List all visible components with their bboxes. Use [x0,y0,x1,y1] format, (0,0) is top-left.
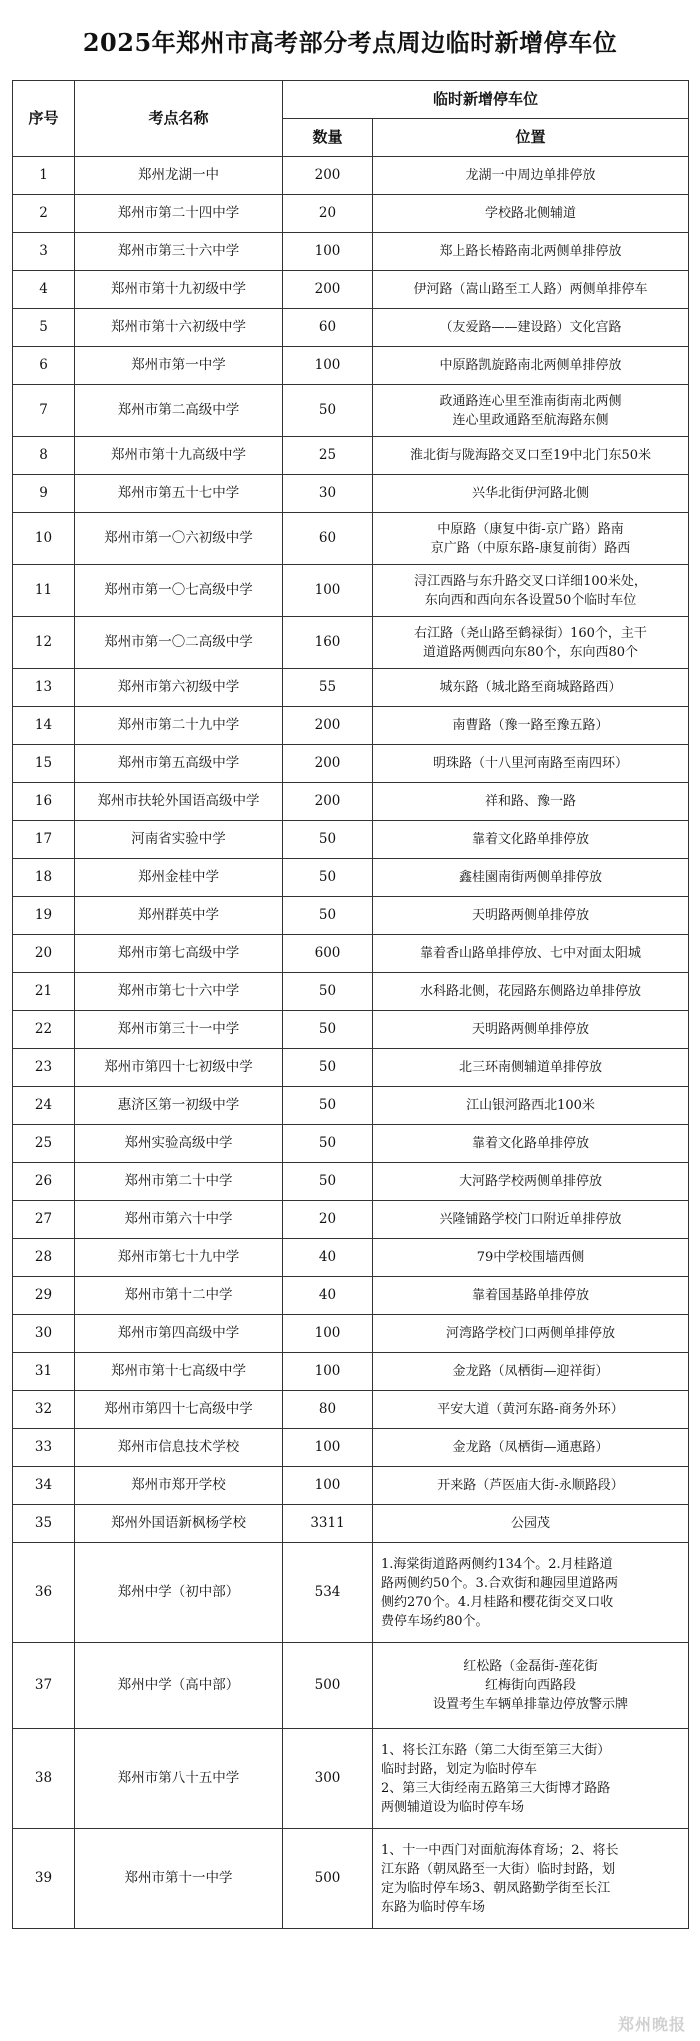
parking-count: 25 [283,437,373,475]
exam-site-name: 郑州市第二十四中学 [75,195,283,233]
parking-location: 大河路学校两侧单排停放 [373,1163,689,1201]
exam-site-name: 郑州市第十九高级中学 [75,437,283,475]
parking-count: 50 [283,1087,373,1125]
table-row [13,707,689,745]
exam-site-name: 郑州外国语新枫杨学校 [75,1505,283,1543]
row-number: 28 [13,1239,75,1277]
parking-count: 100 [283,1315,373,1353]
table-row [13,385,689,437]
exam-site-name: 郑州市第十七高级中学 [75,1353,283,1391]
row-number: 9 [13,475,75,513]
parking-location: 开来路（芦医庙大街-永顺路段） [373,1467,689,1505]
parking-table [12,80,689,1929]
parking-count: 500 [283,1829,373,1929]
row-number: 10 [13,513,75,565]
parking-location: （友爱路——建设路）文化宫路 [373,309,689,347]
table-row [13,233,689,271]
table-row [13,565,689,617]
table-row [13,745,689,783]
parking-count: 50 [283,1049,373,1087]
table-row [13,1011,689,1049]
parking-count: 200 [283,745,373,783]
exam-site-name: 郑州市信息技术学校 [75,1429,283,1467]
row-number: 7 [13,385,75,437]
exam-site-name: 郑州市第五十七中学 [75,475,283,513]
row-number: 4 [13,271,75,309]
exam-site-name: 郑州中学（初中部） [75,1543,283,1643]
table-row [13,1087,689,1125]
row-number: 22 [13,1011,75,1049]
table-row [13,1201,689,1239]
parking-location: 浔江西路与东升路交叉口详细100米处， 东向西和西向东各设置50个临时车位 [373,565,689,617]
row-number: 18 [13,859,75,897]
parking-location: 靠着文化路单排停放 [373,1125,689,1163]
table-row [13,821,689,859]
table-row [13,157,689,195]
row-number: 39 [13,1829,75,1929]
exam-site-name: 郑州市第六初级中学 [75,669,283,707]
parking-location: 公园茂 [373,1505,689,1543]
parking-count: 100 [283,1467,373,1505]
exam-site-name: 郑州市第六十中学 [75,1201,283,1239]
parking-count: 200 [283,707,373,745]
exam-site-name: 河南省实验中学 [75,821,283,859]
exam-site-name: 郑州龙湖一中 [75,157,283,195]
exam-site-name: 郑州群英中学 [75,897,283,935]
table-row [13,897,689,935]
row-number: 12 [13,617,75,669]
parking-count: 50 [283,1163,373,1201]
table-row [13,1467,689,1505]
exam-site-name: 郑州市第八十五中学 [75,1729,283,1829]
parking-count: 40 [283,1239,373,1277]
parking-count: 50 [283,1125,373,1163]
table-row [13,1277,689,1315]
exam-site-name: 郑州市第七高级中学 [75,935,283,973]
parking-location: 中原路凯旋路南北两侧单排停放 [373,347,689,385]
parking-count: 200 [283,271,373,309]
row-number: 5 [13,309,75,347]
parking-location: 淮北街与陇海路交叉口至19中北门东50米 [373,437,689,475]
exam-site-name: 郑州市第七十六中学 [75,973,283,1011]
parking-count: 200 [283,783,373,821]
parking-count: 60 [283,513,373,565]
exam-site-name: 郑州市第一〇二高级中学 [75,617,283,669]
exam-site-name: 郑州市第十二中学 [75,1277,283,1315]
parking-count: 200 [283,157,373,195]
parking-count: 100 [283,1353,373,1391]
parking-location: 兴华北街伊河路北侧 [373,475,689,513]
table-row [13,1239,689,1277]
parking-count: 20 [283,195,373,233]
table-row [13,1391,689,1429]
row-number: 1 [13,157,75,195]
exam-site-name: 郑州市郑开学校 [75,1467,283,1505]
parking-location: 龙湖一中周边单排停放 [373,157,689,195]
table-row [13,437,689,475]
row-number: 3 [13,233,75,271]
table-row [13,1163,689,1201]
exam-site-name: 郑州市第三十六中学 [75,233,283,271]
row-number: 34 [13,1467,75,1505]
table-row [13,309,689,347]
table-row [13,1643,689,1729]
parking-location: 南曹路（豫一路至豫五路） [373,707,689,745]
parking-count: 20 [283,1201,373,1239]
row-number: 29 [13,1277,75,1315]
parking-count: 50 [283,897,373,935]
exam-site-name: 郑州市第二十九中学 [75,707,283,745]
row-number: 35 [13,1505,75,1543]
parking-count: 55 [283,669,373,707]
parking-count: 50 [283,821,373,859]
table-row [13,1049,689,1087]
exam-site-name: 郑州市扶轮外国语高级中学 [75,783,283,821]
row-number: 26 [13,1163,75,1201]
exam-site-name: 郑州市第七十九中学 [75,1239,283,1277]
row-number: 6 [13,347,75,385]
table-row [13,973,689,1011]
table-row [13,1829,689,1929]
parking-location: 靠着文化路单排停放 [373,821,689,859]
parking-location: 靠着国基路单排停放 [373,1277,689,1315]
parking-location: 水科路北侧，花园路东侧路边单排停放 [373,973,689,1011]
parking-count: 100 [283,347,373,385]
table-row [13,617,689,669]
parking-count: 80 [283,1391,373,1429]
parking-location: 中原路（康复中街-京广路）路南 京广路（中原东路-康复前街）路西 [373,513,689,565]
exam-site-name: 郑州实验高级中学 [75,1125,283,1163]
exam-site-name: 郑州市第四高级中学 [75,1315,283,1353]
header-no: 序号 [13,81,75,157]
table-row [13,1429,689,1467]
row-number: 20 [13,935,75,973]
parking-count: 60 [283,309,373,347]
row-number: 38 [13,1729,75,1829]
parking-count: 160 [283,617,373,669]
table-row [13,1315,689,1353]
parking-count: 40 [283,1277,373,1315]
row-number: 21 [13,973,75,1011]
parking-count: 3311 [283,1505,373,1543]
row-number: 30 [13,1315,75,1353]
row-number: 13 [13,669,75,707]
parking-location: 城东路（城北路至商城路路西） [373,669,689,707]
parking-count: 600 [283,935,373,973]
row-number: 33 [13,1429,75,1467]
parking-count: 500 [283,1643,373,1729]
parking-location: 1.海棠街道路两侧约134个。2.月桂路道 路两侧约50个。3.合欢街和趣园里道路两 侧约270个。4.月桂路和樱花街交叉口收 费停车场约80个。 [373,1543,689,1643]
parking-location: 金龙路（凤栖街—通惠路） [373,1429,689,1467]
parking-count: 50 [283,1011,373,1049]
table-row [13,271,689,309]
parking-location: 右江路（尧山路至鹤禄街）160个，主干 道道路两侧西向东80个，东向西80个 [373,617,689,669]
parking-location: 天明路两侧单排停放 [373,897,689,935]
row-number: 16 [13,783,75,821]
page-title: 2025年郑州市高考部分考点周边临时新增停车位 [82,27,618,57]
exam-site-name: 郑州市第二高级中学 [75,385,283,437]
exam-site-name: 郑州市第四十七高级中学 [75,1391,283,1429]
row-number: 2 [13,195,75,233]
parking-location: 北三环南侧辅道单排停放 [373,1049,689,1087]
table-row [13,1125,689,1163]
header-count: 数量 [283,119,373,157]
parking-count: 534 [283,1543,373,1643]
parking-count: 30 [283,475,373,513]
row-number: 14 [13,707,75,745]
parking-count: 100 [283,1429,373,1467]
parking-count: 100 [283,233,373,271]
row-number: 27 [13,1201,75,1239]
parking-location: 祥和路、豫一路 [373,783,689,821]
parking-location: 1、将长江东路（第二大街至第三大街） 临时封路，划定为临时停车 2、第三大街经南五路第三大街博才路路 两侧辅道设为临时停车场 [373,1729,689,1829]
row-number: 32 [13,1391,75,1429]
parking-location: 金龙路（凤栖街—迎祥街） [373,1353,689,1391]
exam-site-name: 郑州市第一〇六初级中学 [75,513,283,565]
exam-site-name: 郑州市第五高级中学 [75,745,283,783]
table-row [13,783,689,821]
row-number: 11 [13,565,75,617]
exam-site-name: 惠济区第一初级中学 [75,1087,283,1125]
parking-location: 1、十一中西门对面航海体育场；2、将长 江东路（朝凤路至一大街）临时封路，划 定为临时停车场3、朝凤路勤学街至长江 东路为临时停车场 [373,1829,689,1929]
parking-location: 学校路北侧辅道 [373,195,689,233]
exam-site-name: 郑州市第一〇七高级中学 [75,565,283,617]
header-group: 临时新增停车位 [283,81,689,119]
exam-site-name: 郑州市第三十一中学 [75,1011,283,1049]
exam-site-name: 郑州金桂中学 [75,859,283,897]
row-number: 36 [13,1543,75,1643]
header-location: 位置 [373,119,689,157]
parking-location: 河湾路学校门口两侧单排停放 [373,1315,689,1353]
exam-site-name: 郑州市第一中学 [75,347,283,385]
header-name: 考点名称 [75,81,283,157]
watermark: 郑州晚报 [617,2015,686,2034]
parking-location: 鑫桂園南街两侧单排停放 [373,859,689,897]
parking-location: 郑上路长椿路南北两侧单排停放 [373,233,689,271]
parking-location: 兴隆铺路学校门口附近单排停放 [373,1201,689,1239]
exam-site-name: 郑州市第四十七初级中学 [75,1049,283,1087]
exam-site-name: 郑州中学（高中部） [75,1643,283,1729]
row-number: 15 [13,745,75,783]
exam-site-name: 郑州市第十六初级中学 [75,309,283,347]
table-body [13,157,689,1929]
exam-site-name: 郑州市第十一中学 [75,1829,283,1929]
table-row [13,1353,689,1391]
row-number: 25 [13,1125,75,1163]
exam-site-name: 郑州市第十九初级中学 [75,271,283,309]
parking-location: 天明路两侧单排停放 [373,1011,689,1049]
row-number: 19 [13,897,75,935]
table-row [13,1543,689,1643]
parking-location: 政通路连心里至淮南街南北两侧 连心里政通路至航海路东侧 [373,385,689,437]
table-row [13,195,689,233]
table-row [13,347,689,385]
row-number: 24 [13,1087,75,1125]
parking-location: 江山银河路西北100米 [373,1087,689,1125]
row-number: 23 [13,1049,75,1087]
table-row [13,513,689,565]
parking-location: 伊河路（嵩山路至工人路）两侧单排停车 [373,271,689,309]
table-row [13,935,689,973]
table-row [13,669,689,707]
table-row [13,1505,689,1543]
parking-count: 50 [283,859,373,897]
row-number: 37 [13,1643,75,1729]
parking-location: 平安大道（黄河东路-商务外环） [373,1391,689,1429]
parking-count: 300 [283,1729,373,1829]
parking-count: 50 [283,385,373,437]
table-row [13,859,689,897]
parking-location: 79中学校围墙西侧 [373,1239,689,1277]
row-number: 17 [13,821,75,859]
exam-site-name: 郑州市第二十中学 [75,1163,283,1201]
parking-location: 靠着香山路单排停放、七中对面太阳城 [373,935,689,973]
parking-count: 50 [283,973,373,1011]
table-row [13,1729,689,1829]
parking-location: 红松路（金磊街-莲花街 红梅街向西路段 设置考生车辆单排靠边停放警示牌 [373,1643,689,1729]
row-number: 31 [13,1353,75,1391]
parking-count: 100 [283,565,373,617]
table-row [13,475,689,513]
parking-location: 明珠路（十八里河南路至南四环） [373,745,689,783]
row-number: 8 [13,437,75,475]
